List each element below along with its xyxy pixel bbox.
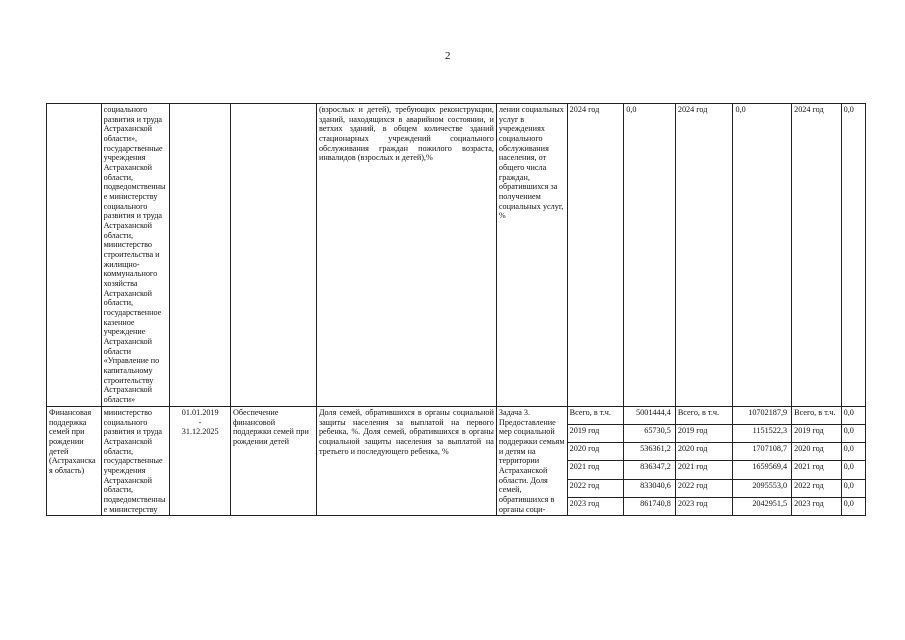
- year-cell: 2022 год: [567, 479, 624, 497]
- value-cell: 536361,2: [624, 443, 676, 461]
- year-cell: 2022 год: [675, 479, 733, 497]
- value-cell: 0,0: [841, 461, 865, 479]
- value-cell: 833040,6: [624, 479, 676, 497]
- period-start: 01.01.2019: [181, 407, 219, 417]
- year-cell: 2022 год: [792, 479, 842, 497]
- year-cell: 2021 год: [792, 461, 842, 479]
- result-cell: [231, 104, 317, 407]
- value-cell: 1151522,3: [733, 425, 792, 443]
- period-cell: [170, 104, 231, 407]
- name-cell: [47, 104, 102, 407]
- indicators-cell: (взрослых и детей), требующих реконструкции, зданий, находящихся в аварийном состоянии, и ветхих зданий, в общем количестве зданий стационарных учреждений социального обслуживания граждан пожилого возраста, инвалидов (взрослых и детей),%: [316, 104, 496, 407]
- value-cell: 0,0: [841, 443, 865, 461]
- year-cell: 2020 год: [567, 443, 624, 461]
- total-label: Всего, в т.ч.: [792, 406, 842, 424]
- value-cell: 836347,2: [624, 461, 676, 479]
- responsible-cell: социального развития и труда Астраханской области», государственные учреждения Астраханской области, подведомственные министерству социального развития и труда Астраханской области, министерство строительства и жилищно-коммунального хозяйства Астраханской области, государственное казенное учреждение Астраханской области «Управление по капитальному строительству Астраханской области»: [101, 104, 170, 407]
- total-value: 0,0: [841, 406, 865, 424]
- page-number: 2: [445, 50, 451, 62]
- value-cell: 0,0: [841, 497, 865, 515]
- year-cell: 2021 год: [675, 461, 733, 479]
- table-row: [47, 104, 866, 407]
- year-cell: 2021 год: [567, 461, 624, 479]
- year-cell: 2023 год: [675, 497, 733, 515]
- name-cell: Финансовая поддержка семей при рождении детей (Астраханская область): [47, 406, 102, 515]
- result-cell: Обеспечение финансовой поддержки семей при рождении детей: [231, 406, 317, 515]
- year-cell: 2024 год: [675, 104, 733, 407]
- value-cell: 0,0: [733, 104, 792, 407]
- responsible-cell: министерство социального развития и труда Астраханской области, государственные учреждения Астраханской области, подведомственные министерству: [101, 406, 170, 515]
- year-cell: 2023 год: [792, 497, 842, 515]
- total-value: 5001444,4: [624, 406, 676, 424]
- value-cell: 0,0: [841, 104, 865, 407]
- value-cell: 0,0: [841, 425, 865, 443]
- table-row: [47, 406, 866, 424]
- period-cell: [170, 406, 231, 515]
- year-cell: 2024 год: [792, 104, 842, 407]
- total-label: Всего, в т.ч.: [675, 406, 733, 424]
- year-cell: 2019 год: [675, 425, 733, 443]
- period-end: 31.12.2025: [181, 427, 219, 437]
- year-cell: 2019 год: [792, 425, 842, 443]
- year-cell: 2024 год: [567, 104, 624, 407]
- value-cell: 2095553,0: [733, 479, 792, 497]
- indicators-cell: Доля семей, обратившихся в органы социальной защиты населения за выплатой на первого ребенка, %. Доля семей, обратившихся в органы социальной защиты населения за выплатой на третьего и последующего ребенка, %: [316, 406, 496, 515]
- year-cell: 2023 год: [567, 497, 624, 515]
- value-cell: 65730,5: [624, 425, 676, 443]
- task-cell: лении социальных услуг в учреждениях социального обслуживания населения, от общего числа граждан, обратившихся за получением социальных услуг, %: [496, 104, 567, 407]
- task-cell: Задача 3. Предоставление мер социальной поддержки семьям и детям на территории Астраханской области. Доля семей, обратившихся в органы соци-: [496, 406, 567, 515]
- value-cell: 1707108,7: [733, 443, 792, 461]
- value-cell: 861740,8: [624, 497, 676, 515]
- total-value: 10702187,9: [733, 406, 792, 424]
- total-label: Всего, в т.ч.: [567, 406, 624, 424]
- year-cell: 2020 год: [675, 443, 733, 461]
- value-cell: 2042951,5: [733, 497, 792, 515]
- program-table: [46, 103, 866, 516]
- value-cell: 1659569,4: [733, 461, 792, 479]
- value-cell: 0,0: [841, 479, 865, 497]
- period-dash: -: [198, 417, 202, 427]
- value-cell: 0,0: [624, 104, 676, 407]
- year-cell: 2019 год: [567, 425, 624, 443]
- year-cell: 2020 год: [792, 443, 842, 461]
